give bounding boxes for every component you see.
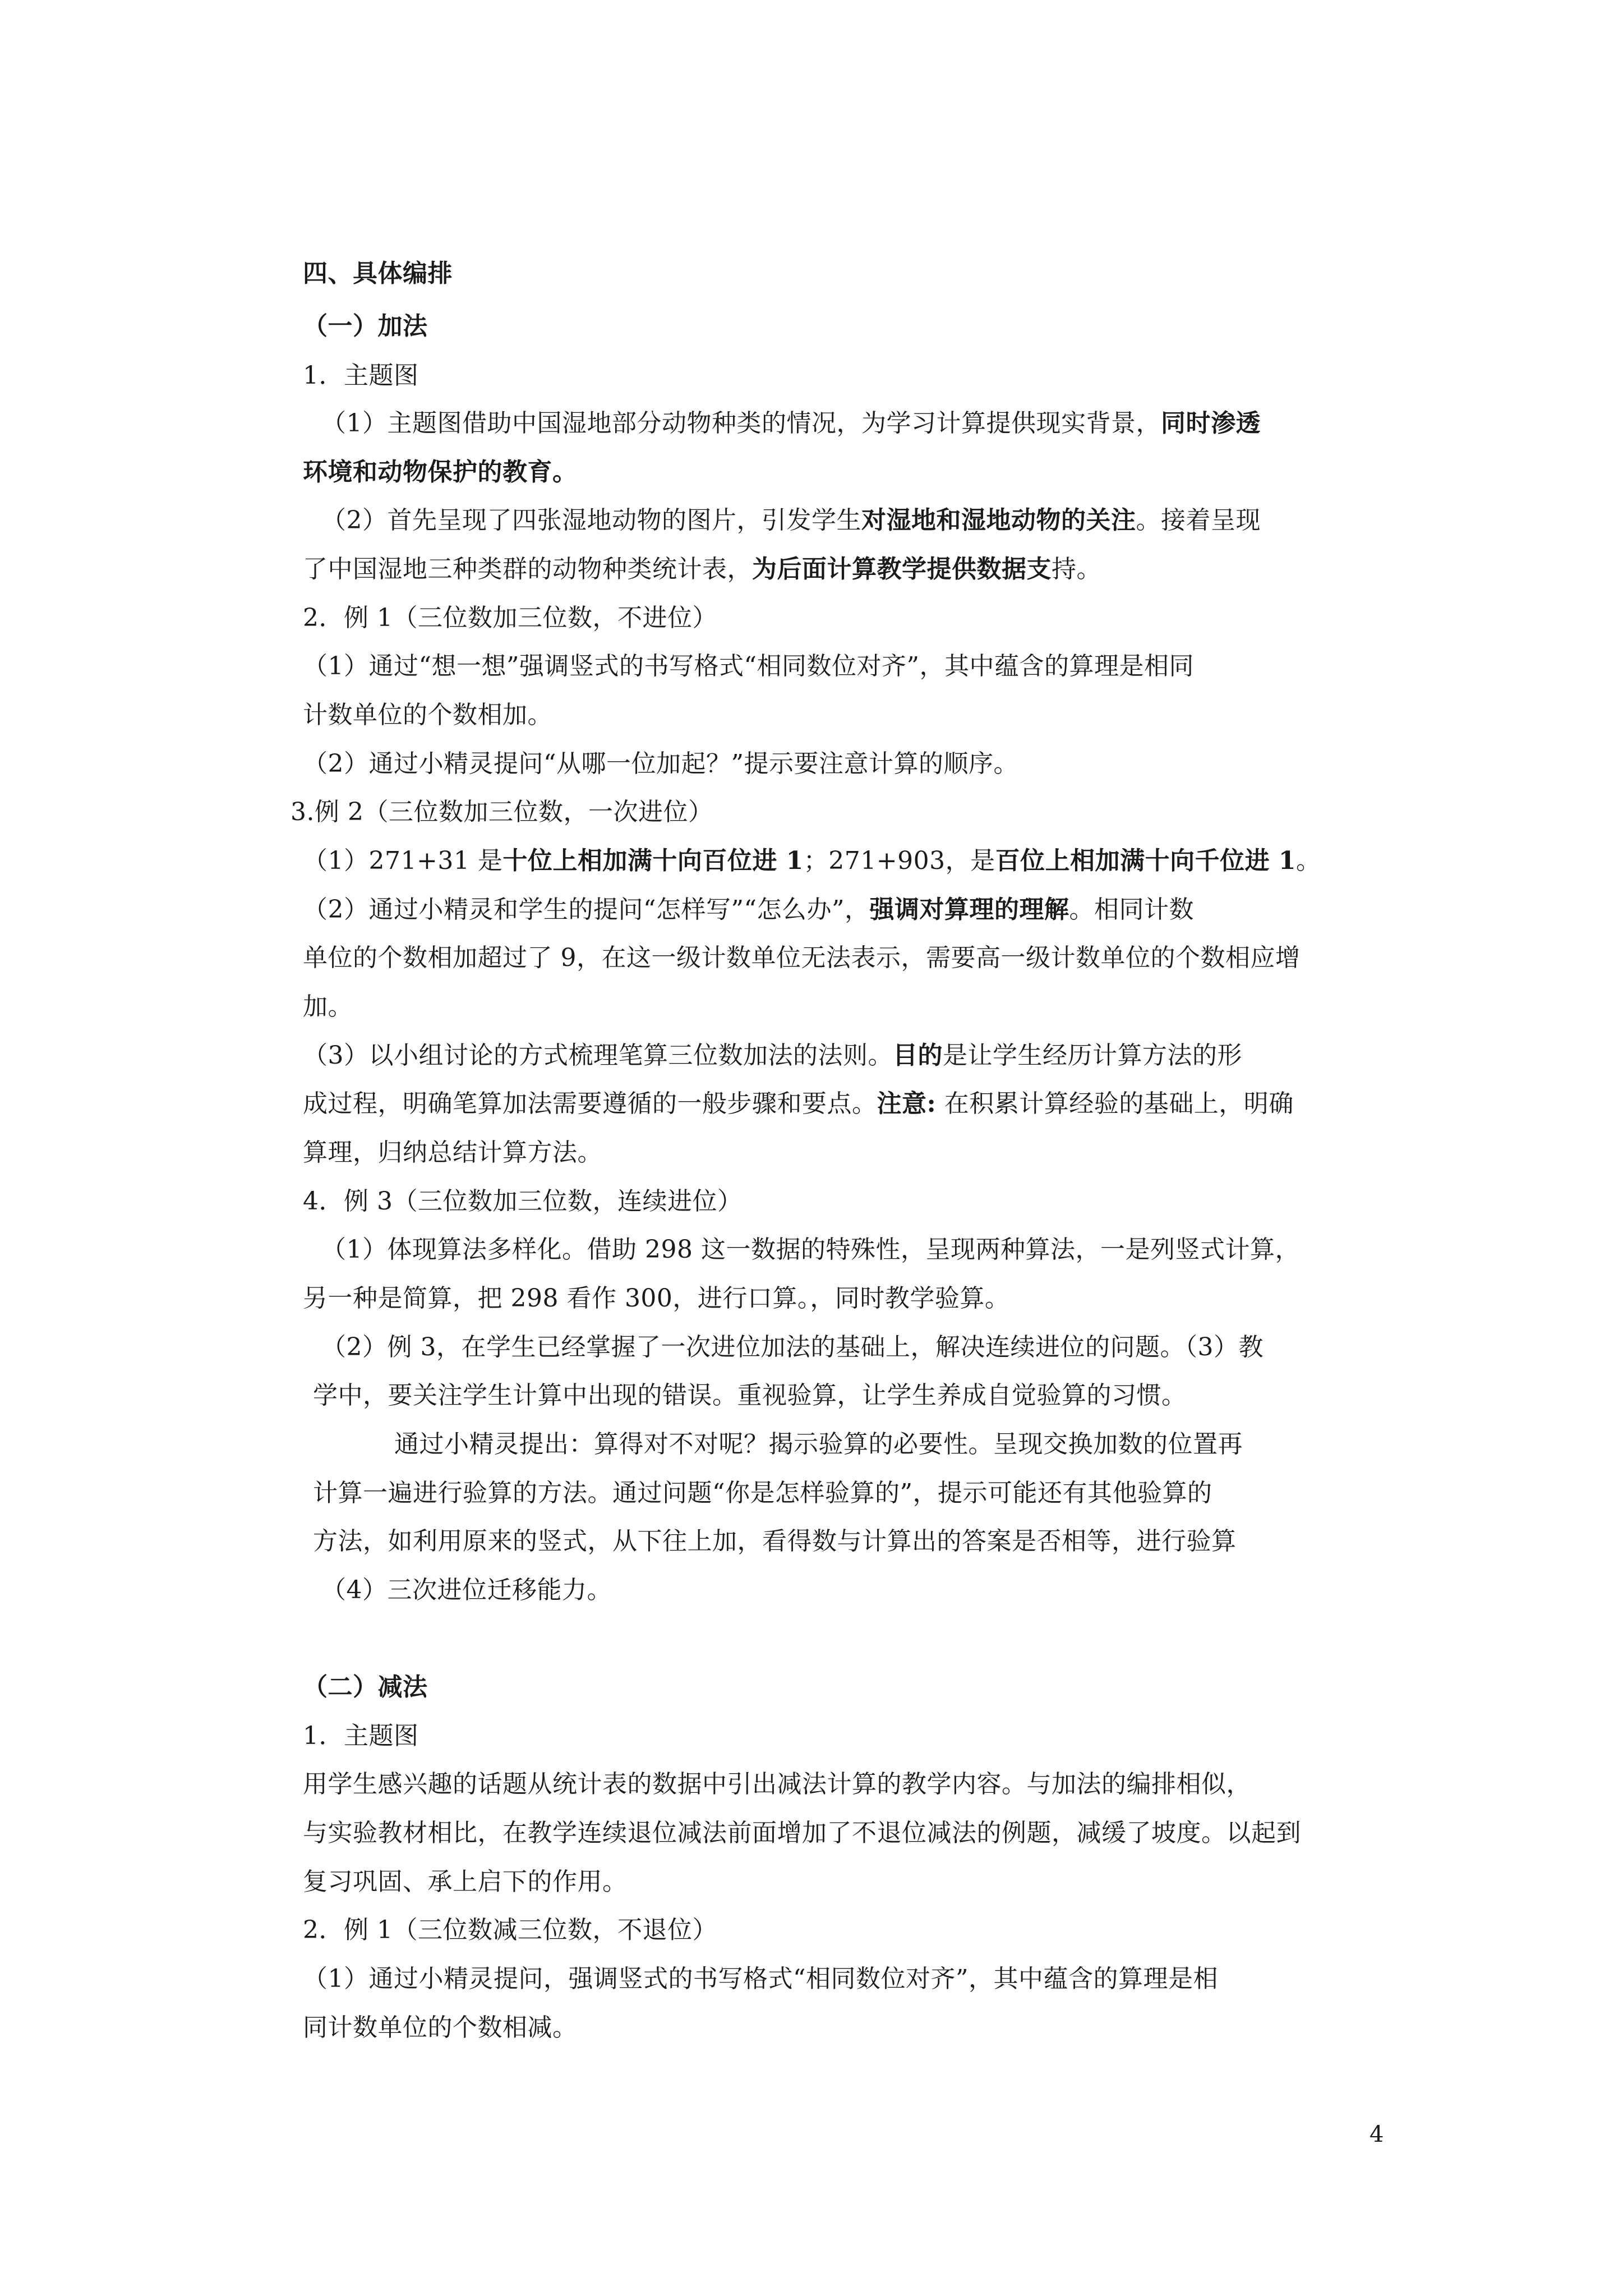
text-line [303, 1671, 428, 1704]
bold-text-segment: 目的 [893, 1041, 943, 1070]
text-line [303, 257, 453, 291]
text-segment: （1）通过小精灵提问，强调竖式的书写格式“相同数位对齐”，其中蕴含的算理是相 [303, 1964, 1218, 1993]
text-segment: （1）通过“想一想”强调竖式的书写格式“相同数位对齐”，其中蕴含的算理是相同 [303, 652, 1194, 680]
text-segment: （1）主题图借助中国湿地部分动物种类的情况，为学习计算提供现实背景， [321, 409, 1161, 438]
text-segment: 复习巩固、承上启下的作用。 [303, 1867, 628, 1896]
text-line [303, 553, 1101, 586]
text-line [321, 1233, 1300, 1267]
bold-text-segment: 四、具体编排 [303, 259, 453, 288]
text-segment: 另一种是简算，把 298 看作 300，进行口算。，同时教学验算。 [303, 1284, 1010, 1313]
text-line [303, 893, 1194, 927]
text-segment: （2）通过小精灵和学生的提问“怎样写”“怎么办”， [303, 895, 870, 924]
text-line [321, 1331, 1264, 1364]
text-line [303, 1768, 1251, 1801]
text-line [303, 1816, 1301, 1850]
text-segment: 单位的个数相加超过了 9，在这一级计数单位无法表示，需要高一级计数单位的个数相应增 [303, 944, 1301, 972]
text-segment: 用学生感兴趣的话题从统计表的数据中引出减法计算的教学内容。与加法的编排相似， [303, 1770, 1251, 1798]
text-segment: 同计数单位的个数相减。 [303, 2013, 578, 2042]
text-segment: 学中，要关注学生计算中出现的错误。重视验算，让学生养成自觉验算的习惯。 [313, 1381, 1187, 1410]
text-line [394, 1428, 1243, 1461]
text-line [303, 650, 1194, 683]
bold-text-segment: 同时渗透 [1161, 409, 1261, 438]
text-line [303, 1136, 602, 1170]
text-line [303, 359, 419, 393]
text-line [303, 844, 1321, 878]
text-segment: 在积累计算经验的基础上，明确 [936, 1089, 1294, 1118]
text-line [321, 407, 1261, 440]
bold-text-segment: 对湿地和湿地动物的关注 [861, 506, 1136, 535]
bold-text-segment: 十位上相加满十向百位进 1 [502, 846, 804, 875]
bold-text-segment: 注意: [877, 1089, 937, 1118]
text-line [303, 990, 353, 1024]
text-segment: 了中国湿地三种类群的动物种类统计表， [303, 555, 752, 583]
text-segment: 持。 [1052, 555, 1101, 583]
text-segment: （2）通过小精灵提问“从哪一位加起？”提示要注意计算的顺序。 [303, 749, 1018, 778]
text-segment: 方法，如利用原来的竖式，从下往上加，看得数与计算出的答案是否相等，进行验算 [313, 1527, 1237, 1556]
bold-text-segment: 环境和动物保护的教育。 [303, 458, 578, 486]
bold-text-segment: 百位上相加满十向千位进 1 [995, 846, 1297, 875]
text-line [303, 1087, 1294, 1121]
text-line [303, 1719, 419, 1753]
text-line [303, 1039, 1242, 1073]
text-segment: （1）271+31 是 [303, 846, 503, 875]
text-segment: 是让学生经历计算方法的形 [943, 1041, 1242, 1070]
text-line [303, 601, 717, 635]
text-line [321, 504, 1261, 537]
text-line [303, 941, 1300, 975]
text-line [321, 1573, 612, 1607]
text-segment: 2．例 1（三位数减三位数，不退位） [303, 1916, 717, 1944]
text-segment: 2．例 1（三位数加三位数，不进位） [303, 604, 717, 632]
text-line [303, 310, 428, 343]
text-line [303, 1865, 628, 1899]
page-number: 4 [1370, 2122, 1384, 2147]
text-segment: （2）例 3，在学生已经掌握了一次进位加法的基础上，解决连续进位的问题。（3）教 [321, 1333, 1264, 1361]
text-segment: 计算一遍进行验算的方法。通过问题“你是怎样验算的”，提示可能还有其他验算的 [313, 1479, 1212, 1507]
bold-text-segment: 强调对算理的理解 [869, 895, 1069, 924]
text-line [313, 1476, 1212, 1510]
text-line [303, 1185, 742, 1218]
text-segment: 3.例 2（三位数加三位数，一次进位） [291, 798, 713, 826]
text-segment: 加。 [303, 992, 353, 1021]
text-line [303, 455, 578, 489]
text-line [303, 2011, 578, 2045]
text-segment: 。接着呈现 [1136, 506, 1261, 535]
text-line [291, 795, 713, 829]
text-segment: 通过小精灵提出：算得对不对呢？揭示验算的必要性。呈现交换加数的位置再 [394, 1430, 1243, 1458]
bold-text-segment: （一）加法 [303, 312, 428, 341]
text-segment: 算理，归纳总结计算方法。 [303, 1138, 602, 1167]
text-segment: 。 [1296, 846, 1321, 875]
text-line [313, 1379, 1187, 1412]
text-segment: 4．例 3（三位数加三位数，连续进位） [303, 1187, 743, 1216]
text-segment: 1．主题图 [303, 1722, 419, 1750]
bold-text-segment: 为后面计算教学提供数据支 [752, 555, 1052, 583]
text-line [313, 1525, 1237, 1558]
text-segment: （2）首先呈现了四张湿地动物的图片，引发学生 [321, 506, 861, 535]
text-segment: ；271+903，是 [803, 846, 995, 875]
text-segment: 计数单位的个数相加。 [303, 701, 552, 729]
text-segment: 与实验教材相比，在教学连续退位减法前面增加了不退位减法的例题，减缓了坡度。以起到 [303, 1819, 1301, 1847]
text-line [303, 1913, 717, 1947]
text-segment: 1．主题图 [303, 361, 419, 390]
text-segment: （3）以小组讨论的方式梳理笔算三位数加法的法则。 [303, 1041, 893, 1070]
text-line [303, 698, 552, 732]
bold-text-segment: （二）减法 [303, 1673, 428, 1701]
text-line [303, 747, 1018, 781]
text-segment: 。相同计数 [1069, 895, 1194, 924]
text-line [303, 1962, 1218, 1996]
text-segment: （1）体现算法多样化。借助 298 这一数据的特殊性，呈现两种算法，一是列竖式计算， [321, 1235, 1300, 1264]
text-line [303, 1282, 1009, 1315]
text-segment: 成过程，明确笔算加法需要遵循的一般步骤和要点。 [303, 1089, 877, 1118]
text-segment: （4）三次进位迁移能力。 [321, 1576, 612, 1604]
